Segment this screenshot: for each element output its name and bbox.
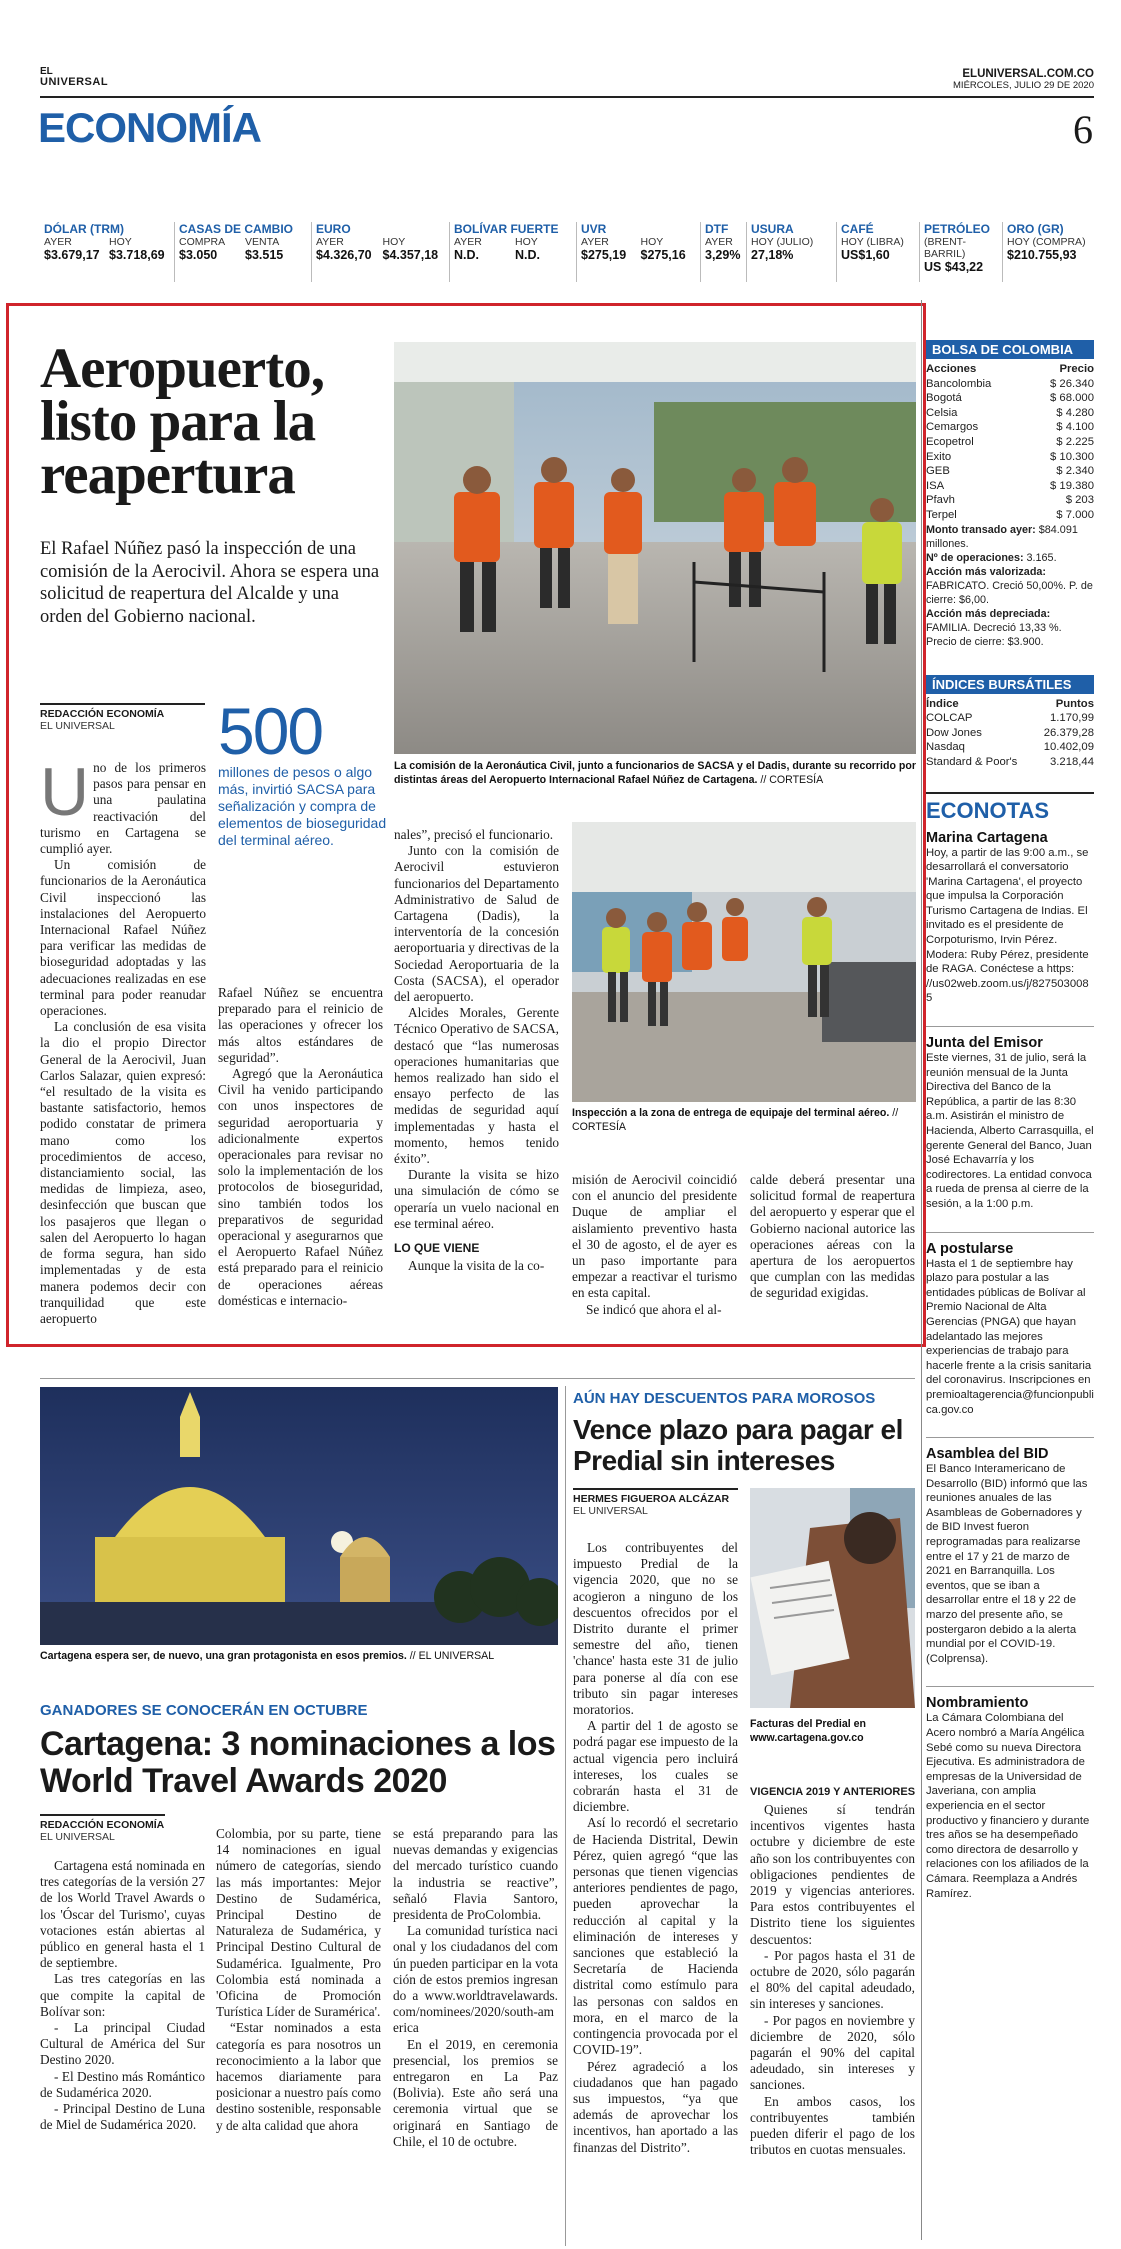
- table-row-cell: $ 19.380: [1050, 479, 1094, 492]
- econota-title: A postularse: [926, 1240, 1014, 1257]
- market-label: AYER: [705, 236, 733, 248]
- table-row: [926, 450, 1094, 465]
- market-label: (BRENT-BARRIL): [924, 236, 966, 260]
- econota-rule: [926, 1026, 1094, 1027]
- market-label: AYER: [581, 236, 609, 248]
- table-row: [926, 420, 1094, 435]
- main-col1-p3: La conclusión de esa visita la dio el propio Director General de la Aerocivil, Juan Carlos Salazar, quien expresó: “el resultado de la visita es bastante satisfactorio, hemos podido constatar de primera mano como los procedimientos de acceso, distanciamiento social, las medidas de limpieza, aseo, desinfección que buscan que los pasajeros que llegan o salen del Aeropuerto lo hagan de forma segura, han sido implementadas y de esta manera podemos decir con tranquilidad que este aeropuerto: [40, 1019, 206, 1326]
- predial-byline: HERMES FIGUEROA ALCÁZAR: [573, 1493, 730, 1505]
- econota-rule: [926, 1232, 1094, 1233]
- market-label: HOY (COMPRA): [1007, 236, 1086, 248]
- bolsa-note-text: FAMILIA. Decreció 13,33 %. Precio de cierre: $3.900.: [926, 621, 1062, 648]
- cartagena-col1-p4: - El Destino más Romántico de Sudamérica 2020.: [40, 2068, 205, 2100]
- market-label: AYER: [454, 236, 482, 248]
- bolsa-note-label: Acción más valorizada:: [926, 565, 1047, 578]
- table-row: [926, 391, 1094, 406]
- cartagena-photo: [40, 1387, 558, 1645]
- main-byline: REDACCIÓN ECONOMÍA: [40, 708, 165, 720]
- table-row: [926, 406, 1094, 421]
- cartagena-col-3: [393, 1826, 558, 2150]
- bolsa-note-text: $84.091 millones.: [926, 523, 1078, 550]
- big-number-text: millones de pesos o algo más, invirtió SACSA para señalización y compra de elementos de bioseguridad del terminal aéreo.: [218, 764, 387, 848]
- market-0: [40, 222, 174, 282]
- cartagena-col1-p5: - Principal Destino de Luna de Miel de Sudamérica 2020.: [40, 2101, 205, 2133]
- table-row: [926, 479, 1094, 494]
- bolsa-note: [926, 607, 1094, 649]
- photo1-caption: [394, 760, 916, 787]
- main-col-2: [218, 985, 383, 1309]
- table-row-cell: COLCAP: [926, 712, 973, 725]
- table-row-cell: Standard & Poor's: [926, 755, 1018, 768]
- market-label: HOY: [109, 236, 132, 248]
- table-row-cell: Cemargos: [926, 421, 979, 434]
- main-col1-p2: Un comisión de funcionarios de la Aeronáutica Civil inspeccionó las instalaciones del Aeropuerto Internacional Rafael Núñez para verificar las medidas de bioseguridad adoptadas y las adecuaciones realizadas en ese terminal para poder reanudar operaciones.: [40, 857, 206, 1019]
- market-4: [576, 222, 700, 282]
- bolsa-note-text: FABRICATO. Creció 50,00%. P. de cierre: $6,00.: [926, 579, 1093, 606]
- table-row-cell: ISA: [926, 479, 945, 492]
- predial-photo: [750, 1488, 915, 1708]
- main-col3-p3: Alcides Morales, Gerente Técnico Operativo de SACSA, destacó que “las numerosas operaciones humanitarias que hemos realizado han sido el ensayo perfecto de las medidas de seguridad aquí implementadas y hasta el momento, hemos tenido éxito”.: [394, 1005, 559, 1167]
- table-row-cell: Exito: [926, 450, 952, 463]
- market-1: [174, 222, 311, 282]
- table-header-cell: Puntos: [1055, 697, 1094, 710]
- main-col-1: [40, 754, 206, 1327]
- market-value: N.D.: [515, 248, 540, 262]
- table-row: [926, 508, 1094, 523]
- econota-rule: [926, 1437, 1094, 1438]
- market-title: BOLÍVAR FUERTE: [454, 222, 559, 236]
- market-label: COMPRA: [179, 236, 226, 248]
- cartagena-col2-p2: “Estar nominados a esta categoría es para nosotros un reconocimiento a la labor que hacemos diariamente para posicionar a nuestro país como destino sostenible, responsable y de alta calidad que ahora: [216, 2020, 381, 2133]
- econota-title: Junta del Emisor: [926, 1035, 1043, 1052]
- market-3: [449, 222, 576, 282]
- econota: [926, 1437, 1094, 1666]
- table-row: [926, 740, 1094, 755]
- sidebar: [926, 340, 1094, 1901]
- table-row-cell: GEB: [926, 465, 950, 478]
- market-title: DÓLAR (TRM): [44, 222, 124, 236]
- main-outlet: EL UNIVERSAL: [40, 720, 115, 732]
- econotas-rule: [926, 792, 1094, 794]
- bolsa-note: [926, 565, 1094, 607]
- table-header: [926, 697, 1094, 712]
- market-label: HOY: [382, 236, 406, 248]
- econota-title: Asamblea del BID: [926, 1446, 1049, 1463]
- market-value: US $43,22: [924, 260, 984, 274]
- cartagena-col-1: [40, 1858, 205, 2133]
- econota-title: Marina Cartagena: [926, 829, 1048, 846]
- market-label: HOY: [515, 236, 538, 248]
- main-headline: Aeropuerto, listo para la reapertura: [40, 337, 324, 506]
- predial-col-1: [573, 1540, 738, 2156]
- table-row-cell: $ 2.225: [1056, 435, 1094, 448]
- main-col3-end: Aunque la visita de la co-: [408, 1258, 545, 1274]
- econota-text: Hoy, a partir de las 9:00 a.m., se desarrollará el conversatorio 'Marina Cartagena', el proyecto que impulsa la Corporación Turismo Cartagena de Indias. El invitado es el presidente de Corpoturismo, Irvin Pérez. Modera: Ruby Pérez, presidente de RAGA. Conéctese a https: //us02web.zoom.us/j/8275030085: [926, 846, 1089, 1005]
- market-title: ORO (GR): [1007, 222, 1064, 236]
- table-row-cell: Bogotá: [926, 392, 962, 405]
- table-row: [926, 493, 1094, 508]
- market-label: HOY (JULIO): [751, 236, 814, 248]
- bolsa-note-label: Acción más depreciada:: [926, 607, 1051, 620]
- predial-col1-p2: A partir del 1 de agosto se podrá pagar ese impuesto de la actual vigencia pero incluirá intereses, los cuales se cobrarán hasta el 31 de diciembre.: [573, 1718, 738, 1815]
- econota: [926, 1026, 1094, 1212]
- dropcap: U: [40, 754, 90, 830]
- issue-date: MIÉRCOLES, JULIO 29 DE 2020: [953, 80, 1094, 91]
- predial-col2-p4: En ambos casos, los contribuyentes también pueden diferir el pago de los tributos en cuotas mensuales.: [750, 2093, 915, 2158]
- predial-col2-p1: Quienes sí tendrán incentivos vigentes hasta octubre y diciembre de este año son los contribuyentes con obligaciones pendientes de 2019 y vigencias anteriores. Para estos contribuyentes el Distrito tiene los siguientes descuentos:: [750, 1802, 915, 1947]
- econotas-title: ECONOTAS: [926, 797, 1050, 823]
- market-6: [746, 222, 836, 282]
- bolsa-note-label: Nº de operaciones:: [926, 551, 1024, 564]
- airport-photo-2: [572, 822, 916, 1102]
- table-row-cell: 26.379,28: [1043, 726, 1094, 739]
- main-col3-p2: Junto con la comisión de Aerocivil estuvieron funcionarios del Departamento Administrativo de Salud de Cartagena (Dadis), la interventoría de la concesión aeroportuaria y directivas de la Sociedad Aeroportuaria de la Costa (SACSA), el operador del aeropuerto.: [394, 843, 559, 1005]
- table-row-cell: Dow Jones: [926, 726, 982, 739]
- cartagena-col1-p3: - La principal Ciudad Cultural de América del Sur Destino 2020.: [40, 2020, 205, 2068]
- bolsa-title: BOLSA DE COLOMBIA: [926, 340, 1094, 359]
- table-row-cell: Nasdaq: [926, 741, 965, 754]
- cartagena-outlet: EL UNIVERSAL: [40, 1831, 115, 1843]
- cartagena-col3-p3: En el 2019, en ceremonia presencial, los premios se entregaron en La Paz (Bolivia). Este año será una ceremonia virtual que se originará en Santiago de Chile, el 10 de octubre.: [393, 2036, 558, 2149]
- table-header-cell: Precio: [1059, 363, 1094, 375]
- market-5: [700, 222, 746, 282]
- predial-col2-p2: - Por pagos hasta el 31 de octubre de 2020, sólo pagarán el 80% del capital adeudado, sin intereses y sanciones.: [750, 1947, 915, 2012]
- cartagena-headline: Cartagena: 3 nominaciones a los World Travel Awards 2020: [40, 1725, 556, 1800]
- main-col-4: [572, 1172, 737, 1318]
- market-title: DTF: [705, 222, 729, 236]
- predial-col1-p1: Los contribuyentes del impuesto Predial de la vigencia 2020, que no se acogieron a ninguno de los descuentos ofrecidos por el Distrito durante el primer semestre del año, tienen 'chance' hasta este 31 de julio para ponerse al día con ese tributo sin pagar intereses moratorios.: [573, 1540, 738, 1718]
- predial-outlet: EL UNIVERSAL: [573, 1505, 648, 1517]
- main-col3-p4: Durante la visita se hizo una simulación de cómo se operaría un vuelo nacional en ese terminal aéreo.: [394, 1167, 559, 1231]
- table-row-cell: $ 2.340: [1056, 465, 1094, 478]
- econota-title: Nombramiento: [926, 1695, 1029, 1712]
- section-rule: [40, 1378, 915, 1379]
- main-col4-p1: misión de Aerocivil coincidió con el anuncio del presidente Duque de ampliar el aislamiento preventivo hasta el 30 de agosto, el de ayer es un paso importante para empezar a reactivar el turismo en esta capital.: [572, 1172, 737, 1301]
- table-row: [926, 435, 1094, 450]
- predial-subhead: VIGENCIA 2019 Y ANTERIORES: [750, 1786, 916, 1798]
- market-value: $3.679,17: [44, 248, 100, 262]
- market-title: USURA: [751, 222, 794, 236]
- bolsa-note: [926, 551, 1094, 565]
- page-number: 6: [1073, 107, 1093, 152]
- table-row-cell: $ 68.000: [1050, 392, 1094, 405]
- table-row-cell: $ 4.100: [1056, 421, 1094, 434]
- market-title: CAFÉ: [841, 222, 874, 236]
- market-title: EURO: [316, 222, 351, 236]
- airport-photo-1: [394, 342, 916, 754]
- cartagena-col3-p2: La comunidad turística nacional y los ciudadanos del común pueden participar en la votación de estos premios ingresando a www.worldtravelawards.com/nominees/2020/south-america: [393, 1923, 558, 2036]
- market-9: [1002, 222, 1094, 282]
- byline-rule: [40, 703, 205, 705]
- econota-text: Este viernes, 31 de julio, será la reunión mensual de la Junta Directiva del Banco de la República, a partir de las 8:30 a.m. Asistirán el ministro de Hacienda, Alberto Carrasquilla, el gerente General del Banco, Juan José Echavarría y los codirectores. La entidad convoca a rueda de prensa al cierre de la sesión, a la 1:00 p.m.: [926, 1052, 1094, 1210]
- masthead-rule: [40, 96, 1094, 98]
- market-value: $4.326,70: [316, 248, 372, 262]
- predial-byline-rule: [573, 1488, 738, 1490]
- market-value: US$1,60: [841, 248, 890, 262]
- market-value: $210.755,93: [1007, 248, 1077, 262]
- table-row: [926, 755, 1094, 770]
- logo-line2: UNIVERSAL: [40, 76, 109, 88]
- table-row-cell: 1.170,99: [1050, 712, 1094, 725]
- table-row: [926, 711, 1094, 726]
- table-row-cell: $ 10.300: [1050, 450, 1094, 463]
- table-row: [926, 377, 1094, 392]
- market-label: AYER: [44, 236, 72, 248]
- predial-col1-p3: Así lo recordó el secretario de Hacienda Distrital, Dewin Pérez, quien agregó “que las personas que tienen vigencias anteriores pendientes de pago, pueden aprovechar la reducción al capital y la eliminación de intereses y sanciones que estableció la Secretaría de Hacienda distrital como estímulo para las personas con saldos en mora, en el marco de la contingencia provocada por el COVID-19”.: [573, 1815, 738, 2058]
- indices-title: ÍNDICES BURSÁTILES: [926, 675, 1094, 694]
- market-label: HOY: [640, 236, 664, 248]
- market-title: UVR: [581, 222, 607, 236]
- photo1-credit: // CORTESÍA: [760, 773, 824, 786]
- predial-kicker: AÚN HAY DESCUENTOS PARA MOROSOS: [573, 1390, 876, 1407]
- bolsa-note: [926, 523, 1094, 551]
- cartagena-photo-caption: [40, 1650, 558, 1664]
- table-row-cell: Terpel: [926, 508, 957, 521]
- table-row-cell: Bancolombia: [926, 377, 992, 390]
- econota: [926, 1232, 1094, 1418]
- table-row-cell: Pfavh: [926, 494, 955, 507]
- cartagena-col-2: [216, 1826, 381, 2134]
- table-row-cell: Ecopetrol: [926, 435, 974, 448]
- section-title: ECONOMÍA: [38, 104, 261, 151]
- market-title: CASAS DE CAMBIO: [179, 222, 294, 236]
- site-url[interactable]: ELUNIVERSAL.COM.CO: [962, 68, 1094, 80]
- market-value: $275,16: [640, 248, 686, 262]
- main-col1-p1: no de los primeros pasos para pensar en una paulatina reactivación del turismo en Cartagena se cumplió ayer.: [40, 760, 206, 857]
- predial-headline: Vence plazo para pagar el Predial sin intereses: [573, 1414, 903, 1476]
- market-value: N.D.: [454, 248, 479, 262]
- cartagena-col1-p2: Las tres categorías en las que compite la capital de Bolívar son:: [40, 1971, 205, 2019]
- table-row: [926, 726, 1094, 741]
- table-row-cell: 10.402,09: [1043, 741, 1094, 754]
- cartagena-col1-p1: Cartagena está nominada en tres categorías de la versión 27 de los World Travel Awards o los 'Óscar del Turismo', cuyas votaciones están abiertas al público en general hasta el 1 de septiembre.: [40, 1858, 205, 1971]
- photo1-caption-text: La comisión de la Aeronáutica Civil, junto a funcionarios de SACSA y el Dadis, durante su recorrido por distintas áreas del Aeropuerto Internacional Rafael Núñez de Cartagena.: [394, 760, 916, 786]
- market-value: 27,18%: [751, 248, 794, 262]
- main-col-5: [750, 1172, 915, 1302]
- bolsa-note-label: Monto transado ayer:: [926, 523, 1036, 536]
- photo2-caption: [572, 1107, 916, 1134]
- econota-text: La Cámara Colombiana del Acero nombró a María Angélica Sebé como su nueva Directora Ejecutiva. Es administradora de empresas de la Universidad de Javeriana, con amplia experiencia en el sector productivo y financiero y durante tres años se ha desempeñado como directora de desarrollo y relaciones con los afiliados de la Cámara. Reemplaza a Andrés Ramírez.: [926, 1712, 1090, 1900]
- market-8: [919, 222, 1002, 282]
- main-col-3: [394, 827, 559, 1274]
- main-col5-p1: calde deberá presentar una solicitud formal de reapertura del aeropuerto y esperar que el Gobierno nacional autorice las operaciones aéreas con la apertura de los aeropuertos que cumplan con las medidas de seguridad exigidas.: [750, 1172, 915, 1301]
- photo2-caption-text: Inspección a la zona de entrega de equipaje del terminal aéreo.: [572, 1107, 890, 1119]
- cartagena-byline-rule: [40, 1814, 165, 1816]
- predial-photo-caption: Facturas del Predial en www.cartagena.gov.co: [750, 1718, 866, 1744]
- photo2-credit: // CORTESÍA: [572, 1107, 899, 1133]
- predial-col2-p3: - Por pagos en noviembre y diciembre de 2020, sólo pagarán el 90% del capital adeudado, sin intereses y sanciones.: [750, 2012, 915, 2093]
- cartagena-col3-p1: se está preparando para las nuevas demandas y exigencias del mercado turístico cuando la industria se reactive”, señaló Flavia Santoro, presidenta de ProColombia.: [393, 1826, 558, 1923]
- table-row-cell: $ 26.340: [1050, 377, 1094, 390]
- table-row: [926, 464, 1094, 479]
- sidebar-divider: [921, 300, 922, 2240]
- table-row-cell: $ 4.280: [1056, 406, 1094, 419]
- table-header-cell: Índice: [926, 697, 959, 710]
- econota: [926, 1686, 1094, 1901]
- big-number: 500: [218, 694, 323, 768]
- cartagena-kicker: GANADORES SE CONOCERÁN EN OCTUBRE: [40, 1702, 368, 1719]
- market-7: [836, 222, 919, 282]
- cartagena-caption-text: Cartagena espera ser, de nuevo, una gran protagonista en esos premios.: [40, 1650, 407, 1662]
- main-col3-p1: nales”, precisó el funcionario.: [394, 827, 554, 842]
- masthead-logo: [40, 66, 108, 88]
- table-row-cell: $ 7.000: [1056, 508, 1094, 521]
- main-deck: El Rafael Núñez pasó la inspección de una comisión de la Aerocivil. Ahora se espera una solicitud de reapertura del Alcalde y una orden del Gobierno nacional.: [40, 539, 380, 627]
- market-value: $4.357,18: [382, 248, 439, 262]
- market-label: AYER: [316, 236, 344, 248]
- cartagena-caption-credit: // EL UNIVERSAL: [409, 1650, 495, 1662]
- markets-strip: [40, 222, 1094, 282]
- table-row-cell: 3.218,44: [1050, 755, 1094, 768]
- market-value: 3,29%: [705, 248, 741, 262]
- market-value: $275,19: [581, 248, 627, 262]
- main-col2-p1: Rafael Núñez se encuentra preparado para el reinicio de las operaciones y ofrecer los más altos estándares de seguridad”.: [218, 985, 383, 1065]
- main-col4-p2: Se indicó que ahora el al-: [586, 1301, 722, 1317]
- table-header: [926, 362, 1094, 377]
- market-label: HOY (LIBRA): [841, 236, 904, 248]
- table-header-cell: Acciones: [926, 363, 977, 375]
- econota-text: El Banco Interamericano de Desarrollo (BID) informó que las reuniones anuales de las Asambleas de Gobernadores y de BID Invest fueron reprogramadas para realizarse entre el 17 y 21 de marzo de 2021 en Barranquilla. Los eventos, que se iban a desarrollar entre el 18 y 22 de marzo del presente año, se postergaron debido a la alerta mundial por el COVID-19. (Colprensa).: [926, 1463, 1088, 1665]
- predial-col1-p4: Pérez agradeció a los ciudadanos que han pagado sus impuestos, “ya que además de aprovechar los incentivos, han aportado a las finanzas del Distrito”.: [573, 2058, 738, 2155]
- market-value: $3.718,69: [109, 248, 165, 262]
- main-col2-p2: Agregó que la Aeronáutica Civil ha venido participando con unos inspectores de seguridad aeroportuaria y adicionalmente expertos operacionales para revisar no solo la implementación de los protocolos de bioseguridad, sino también todos los preparativos de seguridad operacional y asegurarnos que el Aeropuerto Rafael Núñez está preparado para el reinicio de operaciones aéreas domésticas e internacio-: [218, 1066, 383, 1308]
- table-row-cell: Celsia: [926, 406, 958, 419]
- logo-line1: EL: [40, 66, 53, 77]
- market-label: VENTA: [245, 236, 280, 248]
- table-row-cell: $ 203: [1065, 494, 1094, 507]
- market-value: $3.515: [245, 248, 284, 262]
- econota-text: Hasta el 1 de septiembre hay plazo para postular a las entidades públicas de Bolívar al Premio Nacional de Alta Gerencias (PNGA) que hayan adelantado las mejores experiencias de trabajo para hacerle frente a la crisis sanitaria del coronavirus. Inscripciones en premioaltagerencia@funcionpublica.gov.co: [926, 1257, 1094, 1416]
- cartagena-col2-p1: Colombia, por su parte, tiene 14 nominaciones en igual número de categorías, siendo las más importantes: Mejor Destino de Sudamérica, Principal Destino de Naturaleza de Sudamérica, y Principal Destino Cultural de Sudamérica. Igualmente, Pro Colombia está nominada a 'Oficina de Promoción Turística Líder de Suramérica'.: [216, 1826, 381, 2020]
- predial-col-2: [750, 1802, 915, 2158]
- market-value: $3.050: [179, 248, 218, 262]
- predial-divider: [565, 1386, 566, 2246]
- econota-rule: [926, 1686, 1094, 1687]
- market-title: PETRÓLEO: [924, 222, 991, 236]
- market-2: [311, 222, 449, 282]
- bolsa-note-text: 3.165.: [1023, 551, 1057, 564]
- main-subhead: LO QUE VIENE: [394, 1241, 480, 1256]
- cartagena-byline: REDACCIÓN ECONOMÍA: [40, 1819, 165, 1831]
- econota: [926, 830, 1094, 1007]
